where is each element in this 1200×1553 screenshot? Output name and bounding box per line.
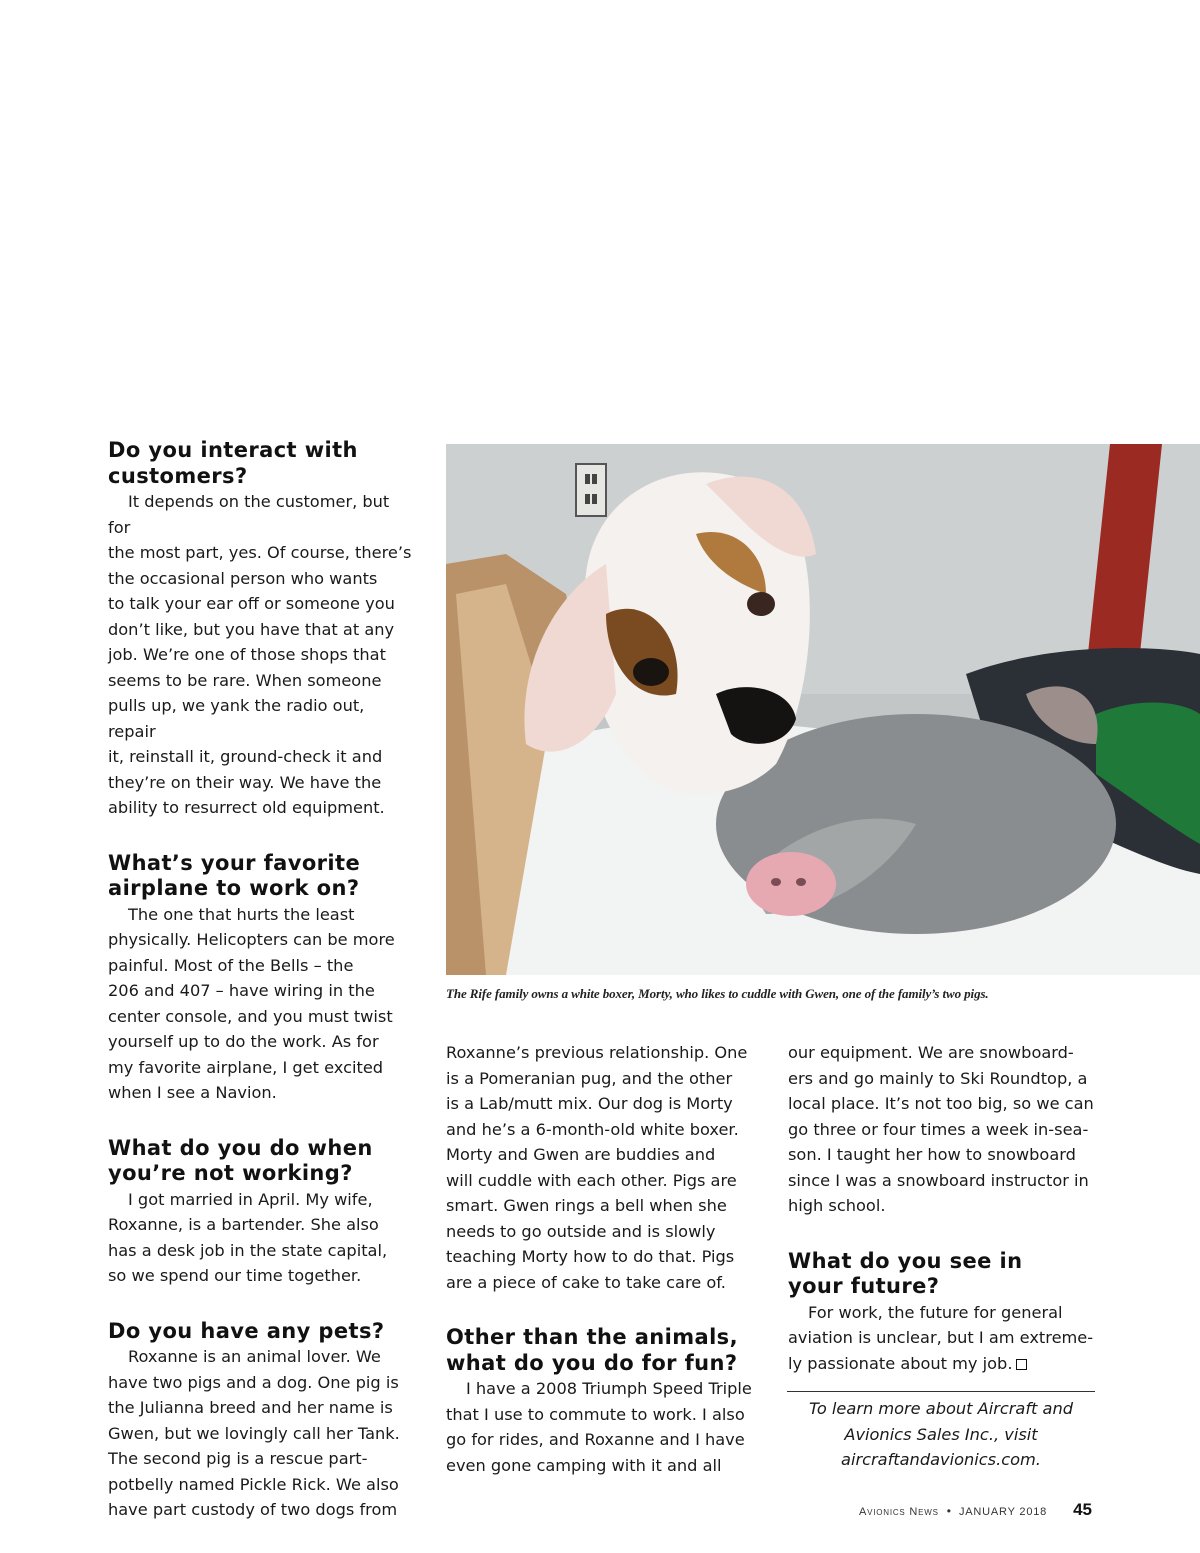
answer-future-text: For work, the future for general aviation is unclear, but I am extreme- ly passionate about my job. xyxy=(788,1302,1094,1373)
heading-interact-customers: Do you interact with customers? xyxy=(108,438,358,488)
continued-pets-answer: Roxanne’s previous relationship. One is a Pomeranian pug, and the other is a Lab/mutt mix. Our dog is Morty and he’s a 6-month-old white boxer. Morty and Gwen are buddies and will cuddle with each other. Pigs are smart. Gwen rings a bell when she needs to go outside and is slowly teaching Morty how to do that. Pigs are a piece of cake to take care of. xyxy=(446,1043,748,1292)
right-column xyxy=(788,1040,1096,1376)
page-footer xyxy=(859,1500,1092,1520)
answer-not-working: I got married in April. My wife, Roxanne, is a bartender. She also has a desk job in the state capital, so we spend our time together. xyxy=(108,1189,388,1285)
learn-more-line-1: To learn more about Aircraft and xyxy=(808,1399,1073,1418)
answer-interact-customers: It depends on the customer, but for the most part, yes. Of course, there’s the occasional person who wants to talk your ear off or someone you don’t like, but you have that at any job. We’re one of those shops that seems to be rare. When someone pulls up, we yank the radio out, repair it, reinstall it, ground-check it and they’re on their way. We have the ability to resurrect old equipment. xyxy=(108,492,412,817)
page-number: 45 xyxy=(1073,1500,1092,1519)
end-of-article-box-icon xyxy=(1016,1359,1027,1370)
middle-column xyxy=(446,1040,756,1478)
heading-future: What do you see in your future? xyxy=(788,1248,1023,1298)
continued-fun-answer: our equipment. We are snowboard- ers and go mainly to Ski Roundtop, a local place. It’s not too big, so we can go three or four times a week in-sea- son. I taught her how to snowboard since I was a snowboard instructor in high school. xyxy=(788,1043,1094,1215)
answer-future xyxy=(788,1300,1096,1377)
heading-favorite-airplane: What’s your favorite airplane to work on? xyxy=(108,850,361,900)
heading-fun: Other than the animals, what do you do for fun? xyxy=(446,1325,738,1375)
issue-date: JANUARY 2018 xyxy=(959,1506,1048,1518)
learn-more-note xyxy=(787,1396,1095,1473)
answer-favorite-airplane: The one that hurts the least physically. Helicopters can be more painful. Most of the Bells – the 206 and 407 – have wiring in the center console, and you must twist yourself up to do the work. As for my favorite airplane, I get excited when I see a Navion. xyxy=(108,904,395,1102)
footer-separator: • xyxy=(946,1504,951,1518)
answer-fun: I have a 2008 Triumph Speed Triple that I use to commute to work. I also go for rides, and Roxanne and I have even gone camping with it and all xyxy=(446,1379,752,1475)
learn-more-line-2: Avionics Sales Inc., visit xyxy=(844,1424,1038,1444)
answer-pets: Roxanne is an animal lover. We have two pigs and a dog. One pig is the Julianna breed and her name is Gwen, but we lovingly call her Tank. The second pig is a rescue part- potbelly named Pickle Rick. We also have part custody of two dogs from xyxy=(108,1347,400,1519)
heading-not-working: What do you do when you’re not working? xyxy=(108,1135,373,1185)
photo-boxer-and-pig xyxy=(446,444,1200,975)
photo-caption: The Rife family owns a white boxer, Morty, who likes to cuddle with Gwen, one of the family’s two pigs. xyxy=(446,986,989,1001)
heading-pets: Do you have any pets? xyxy=(108,1318,385,1343)
learn-more-url: aircraftandavionics.com. xyxy=(841,1450,1041,1469)
left-column xyxy=(108,438,413,1523)
divider-rule xyxy=(787,1391,1095,1392)
publication-name: Avionics News xyxy=(858,1506,939,1518)
